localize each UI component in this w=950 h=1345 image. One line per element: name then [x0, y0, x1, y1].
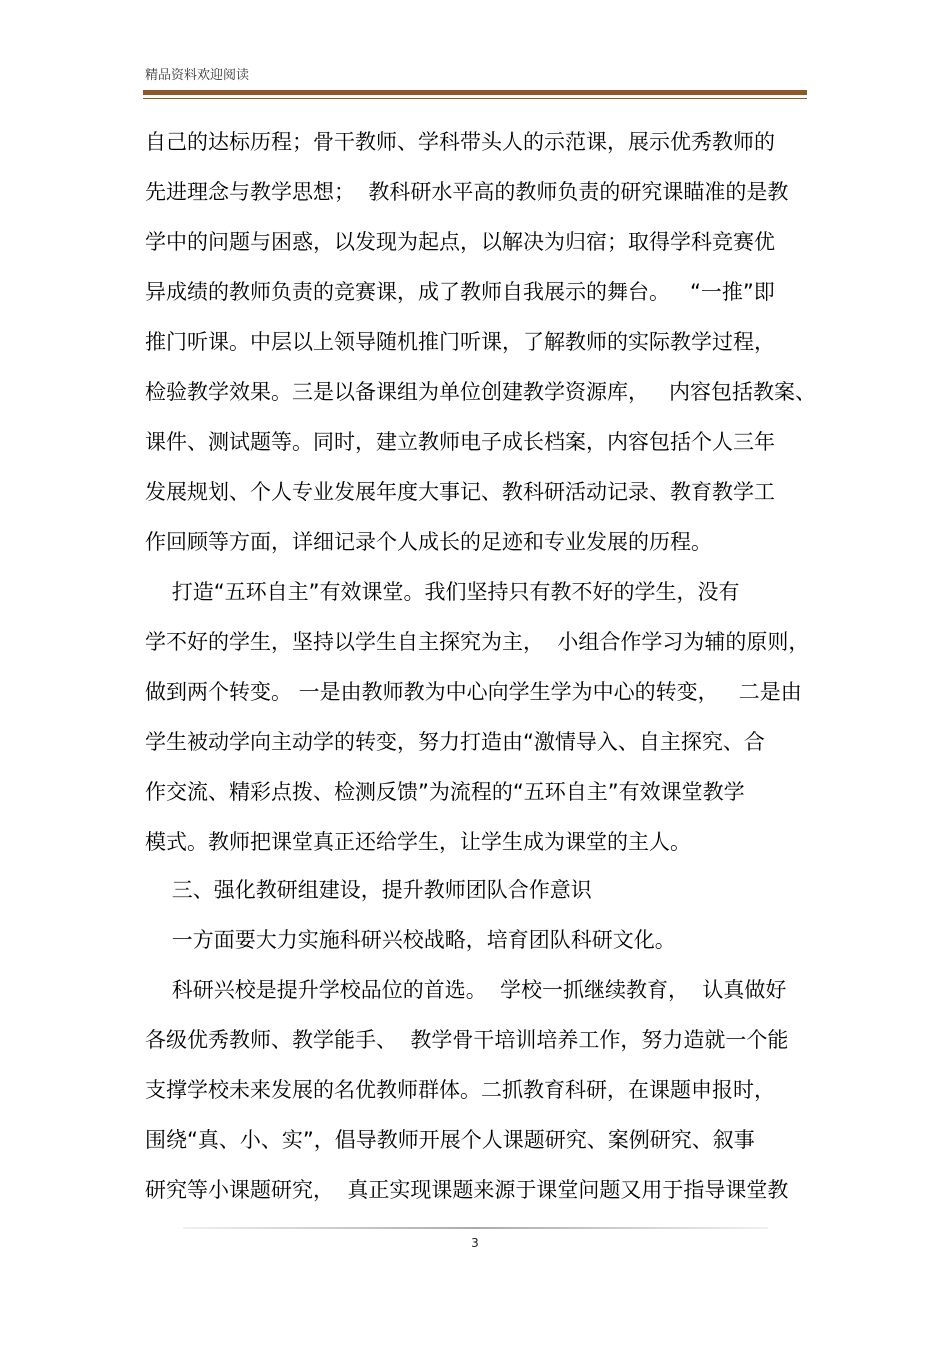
text-line: 作交流、精彩点拨、检测反馈”为流程的“五环自主”有效课堂教学: [145, 780, 745, 804]
section-heading: 三、强化教研组建设，提升教师团队合作意识: [145, 878, 592, 902]
text-line: 一方面要大力实施科研兴校战略，培育团队科研文化。: [145, 928, 676, 952]
text-line: 各级优秀教师、教学能手、 教学骨干培训培养工作，努力造就一个能: [145, 1028, 789, 1052]
text-line: 异成绩的教师负责的竞赛课，成了教师自我展示的舞台。 “一推”即: [145, 280, 775, 304]
text-line: 学不好的学生，坚持以学生自主探究为主， 小组合作学习为辅的原则，: [145, 630, 810, 654]
text-line: 作回顾等方面，详细记录个人成长的足迹和专业发展的历程。: [145, 530, 712, 554]
text-line: 研究等小课题研究， 真正实现课题来源于课堂问题又用于指导课堂教: [145, 1178, 789, 1202]
header-title: 精品资料欢迎阅读: [145, 68, 250, 83]
text-line: 先进理念与教学思想； 教科研水平高的教师负责的研究课瞄准的是教: [145, 180, 789, 204]
text-line: 发展规划、个人专业发展年度大事记、教科研活动记录、教育教学工: [145, 480, 775, 504]
text-line: 模式。教师把课堂真正还给学生，让学生成为课堂的主人。: [145, 830, 691, 854]
text-line: 学生被动学向主动学的转变，努力打造由“激情导入、自主探究、合: [145, 730, 765, 754]
text-line: 课件、测试题等。同时，建立教师电子成长档案，内容包括个人三年: [145, 430, 775, 454]
text-line: 打造“五环自主”有效课堂。我们坚持只有教不好的学生，没有: [145, 580, 740, 604]
text-line: 推门听课。中层以上领导随机推门听课，了解教师的实际教学过程，: [145, 330, 775, 354]
text-line: 学中的问题与困惑，以发现为起点，以解决为归宿；取得学科竞赛优: [145, 230, 775, 254]
text-line: 科研兴校是提升学校品位的首选。 学校一抓继续教育， 认真做好: [145, 978, 787, 1002]
text-line: 自己的达标历程；骨干教师、学科带头人的示范课，展示优秀教师的: [145, 130, 775, 154]
text-line: 支撑学校未来发展的名优教师群体。二抓教育科研，在课题申报时，: [145, 1078, 775, 1102]
header-rule-thin: [143, 98, 807, 99]
footer-rule: [183, 1227, 768, 1229]
text-line: 做到两个转变。 一是由教师教为中心向学生学为中心的转变， 二是由: [145, 680, 802, 704]
text-line: 围绕“真、小、实”，倡导教师开展个人课题研究、案例研究、叙事: [145, 1128, 755, 1152]
text-line: 检验教学效果。三是以备课组为单位创建教学资源库， 内容包括教案、: [145, 380, 817, 404]
header-rule-thick: [143, 90, 807, 95]
page-number: 3: [471, 1236, 479, 1250]
